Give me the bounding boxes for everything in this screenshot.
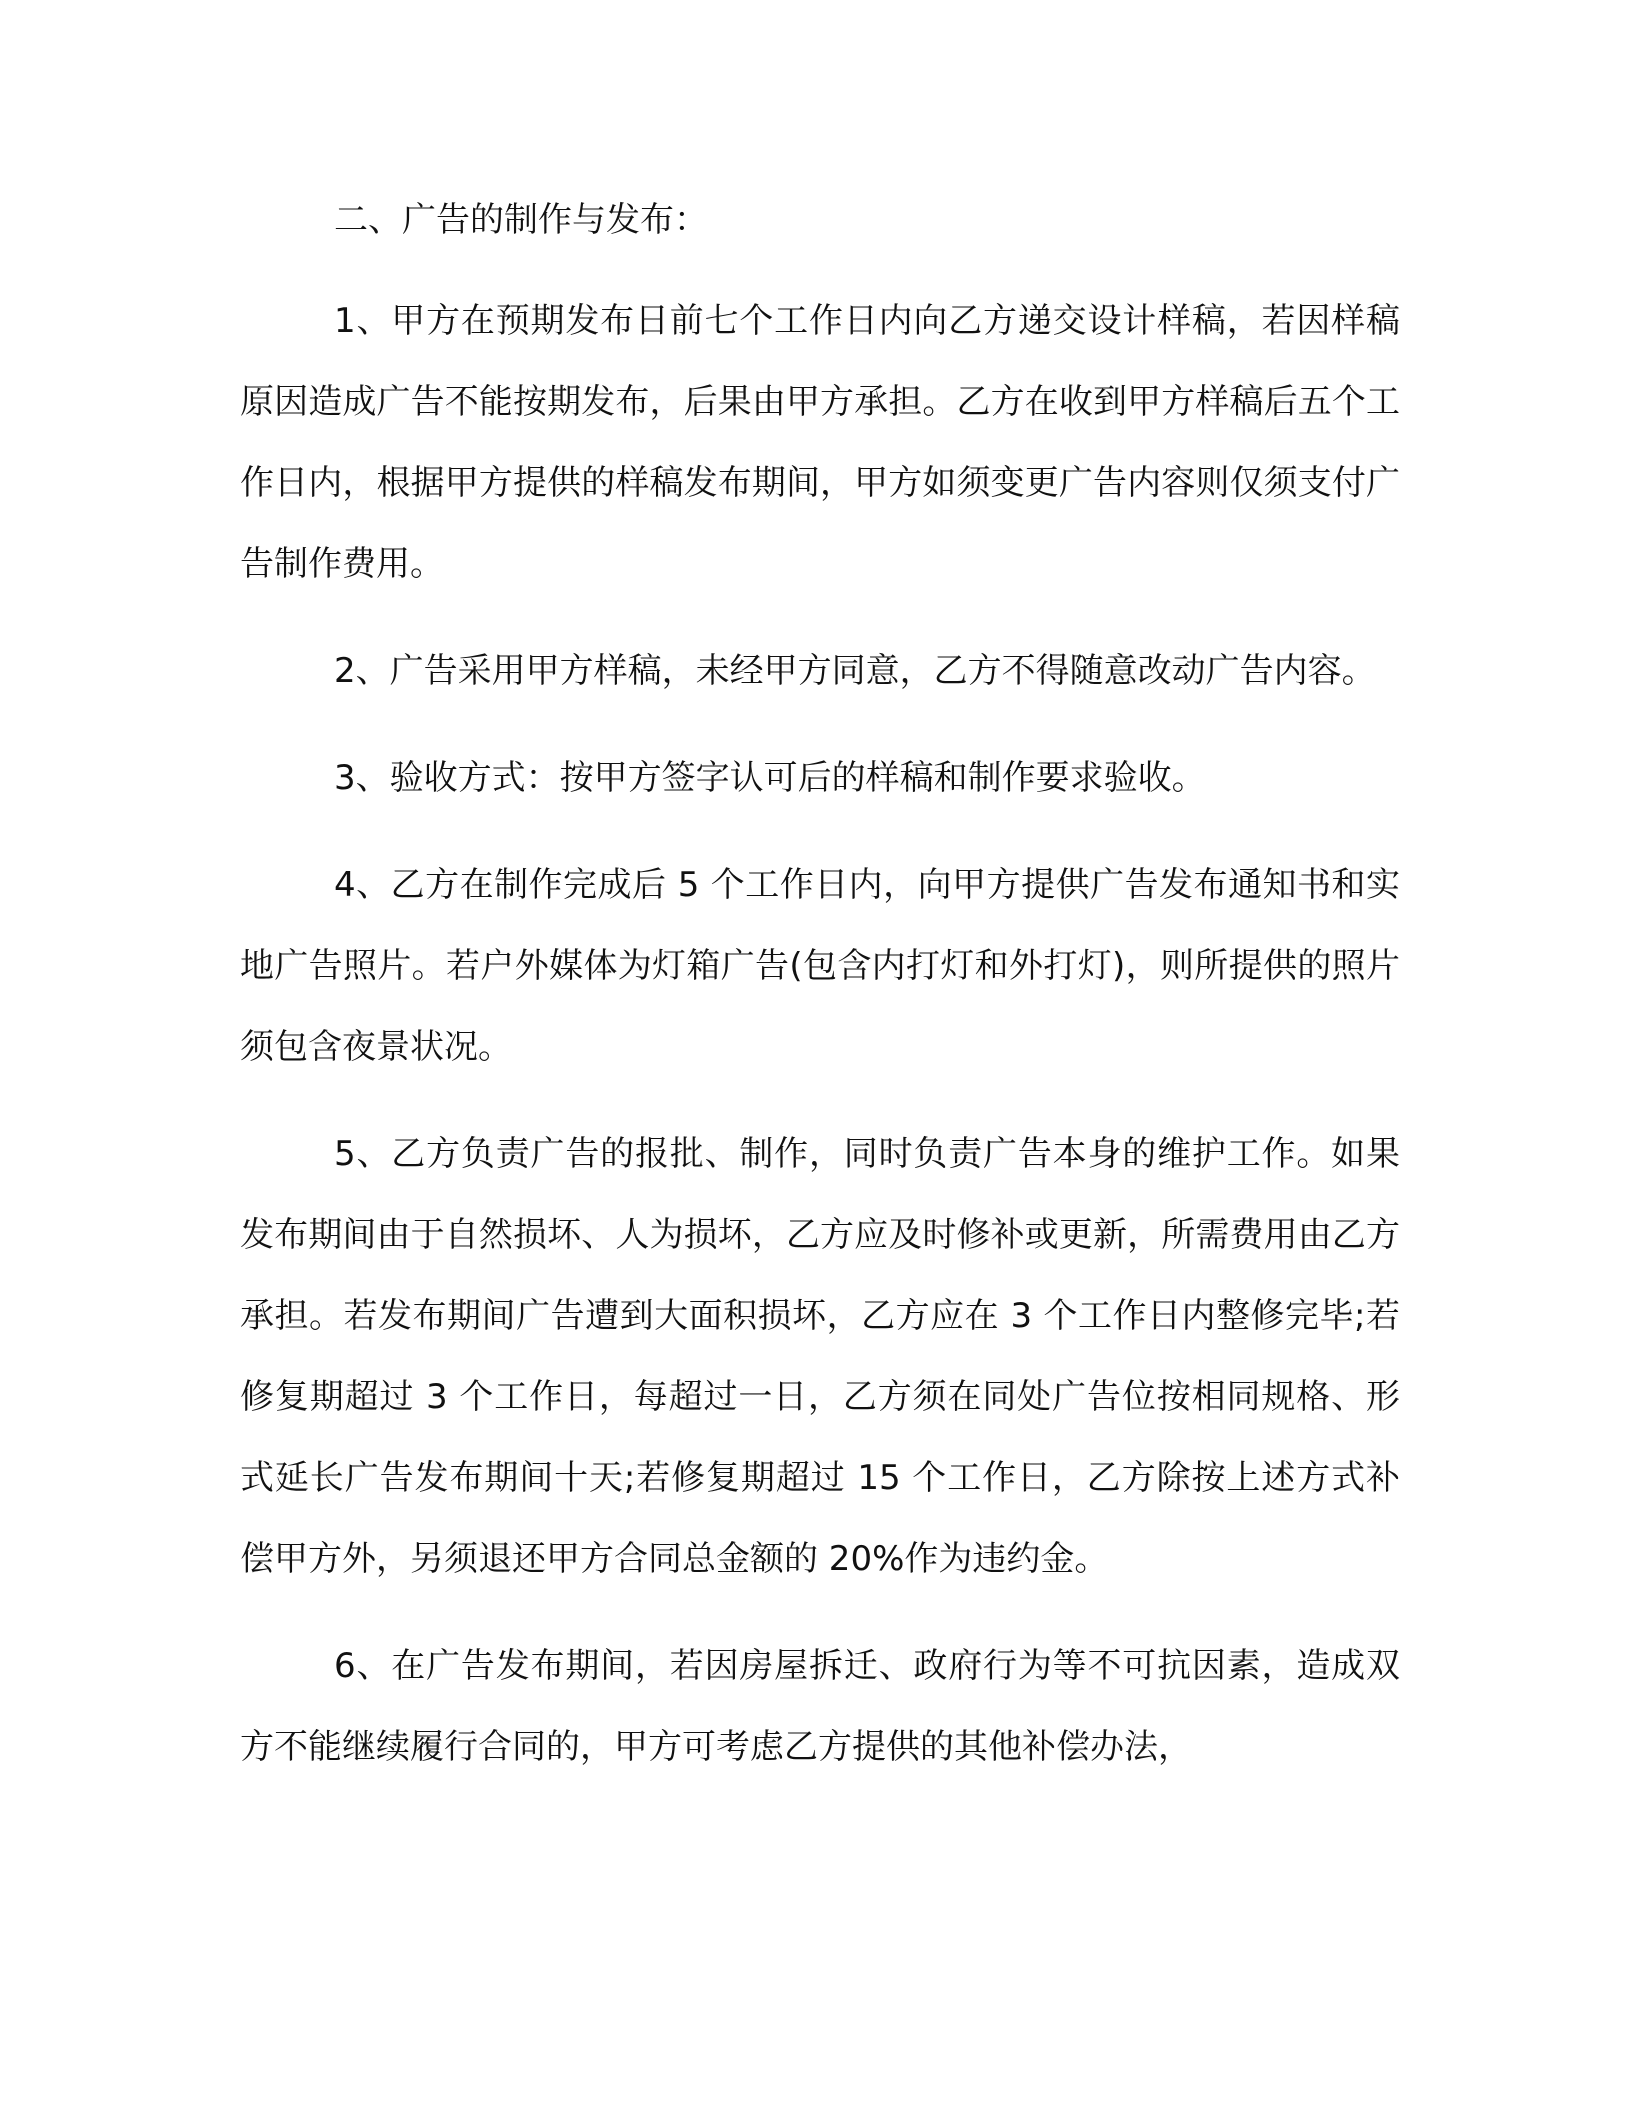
paragraph-2: 2、广告采用甲方样稿，未经甲方同意，乙方不得随意改动广告内容。 <box>334 651 1376 691</box>
document-body <box>240 180 1400 1814</box>
paragraph-1: 1、甲方在预期发布日前七个工作日内向乙方递交设计样稿，若因样稿原因造成广告不能按期发布，后果由甲方承担。乙方在收到甲方样稿后五个工作日内，根据甲方提供的样稿发布期间，甲方如须变更广告内容则仅须支付广告制作费用。 <box>240 301 1400 584</box>
paragraph-6: 6、在广告发布期间，若因房屋拆迁、政府行为等不可抗因素，造成双方不能继续履行合同的，甲方可考虑乙方提供的其他补偿办法， <box>240 1646 1400 1767</box>
paragraph-3: 3、验收方式：按甲方签字认可后的样稿和制作要求验收。 <box>334 758 1206 798</box>
paragraph-4: 4、乙方在制作完成后 5 个工作日内，向甲方提供广告发布通知书和实地广告照片。若户外媒体为灯箱广告(包含内打灯和外打灯)，则所提供的照片须包含夜景状况。 <box>240 865 1400 1067</box>
paragraph-5: 5、乙方负责广告的报批、制作，同时负责广告本身的维护工作。如果发布期间由于自然损坏、人为损坏，乙方应及时修补或更新，所需费用由乙方承担。若发布期间广告遭到大面积损坏，乙方应在 3 个工作日内整修完毕;若修复期超过 3 个工作日，每超过一日，乙方须在同处广告位按相同规格、形式延长广告发布期间十天;若修复期超过 15 个工作日，乙方除按上述方式补偿甲方外，另须退还甲方合同总金额的 20%作为违约金。 <box>240 1134 1400 1579</box>
section-heading: 二、广告的制作与发布： <box>334 200 708 240</box>
